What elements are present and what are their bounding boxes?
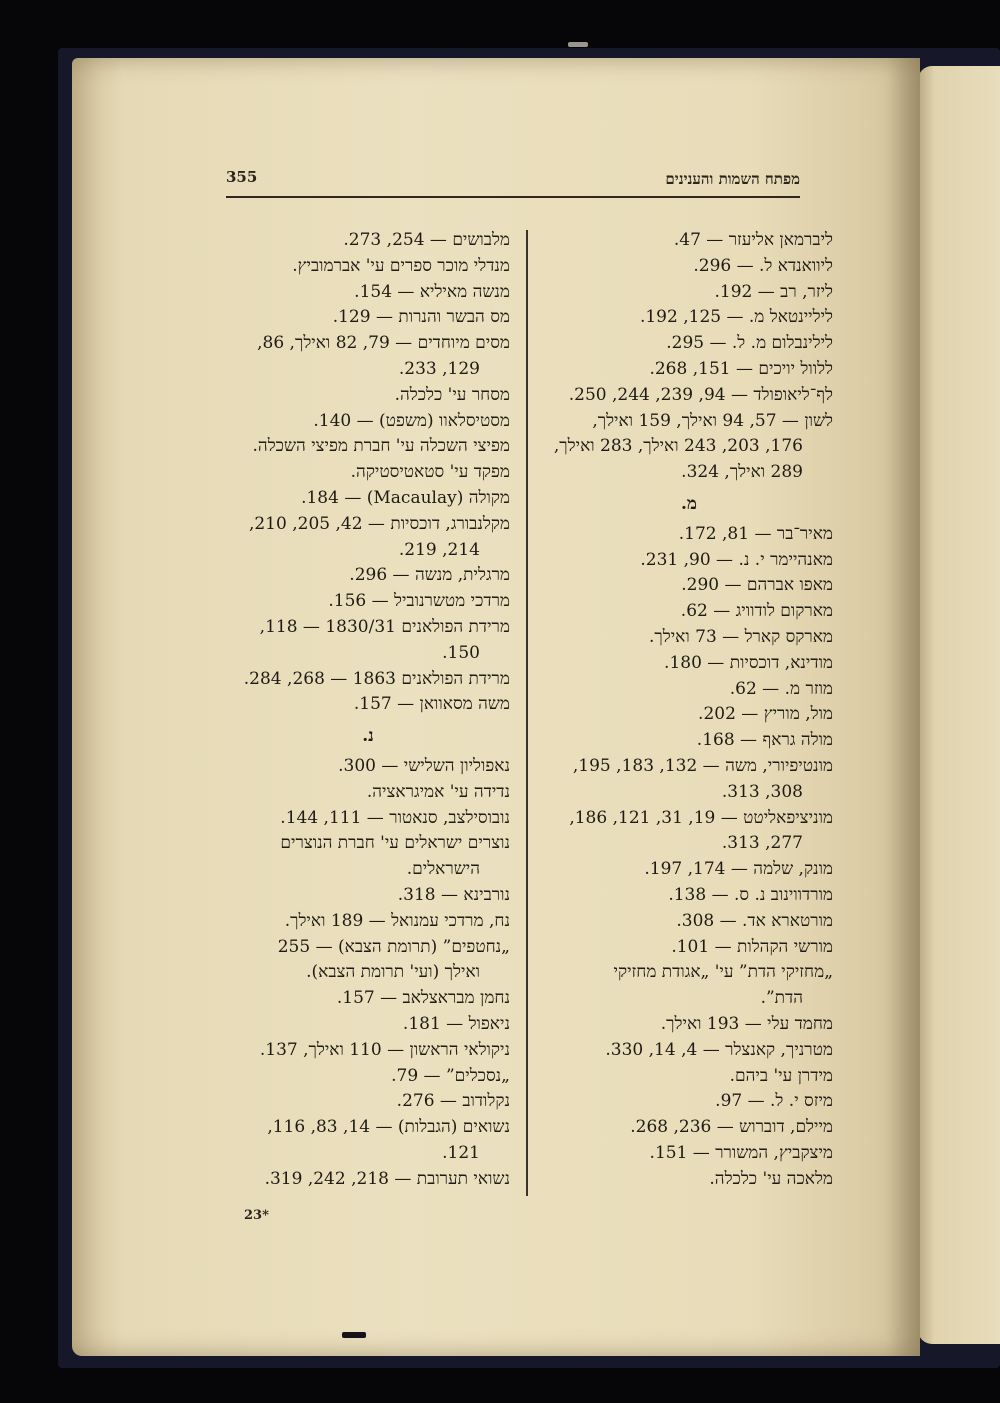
scan-artifact-top: [568, 42, 588, 47]
index-entry: מנשה מאיליא — 154.: [354, 281, 510, 302]
index-entry: מאפו אברהם — 290.: [681, 575, 833, 596]
index-entry: מוניציפאליטט — 19, 31, 121, 186,: [569, 807, 833, 828]
index-entry: נחמן מבראצלאב — 157.: [336, 988, 510, 1009]
index-entry: ניקולאי הראשון — 110 ואילך, 137.: [259, 1039, 510, 1060]
index-entry: ניאפול — 181.: [402, 1013, 510, 1034]
index-entry: מטרניך, קאנצלר — 4, 14, 330.: [605, 1039, 833, 1060]
index-entry: ליברמאן אליעזר — 47.: [673, 230, 833, 250]
index-entry: מס הבשר והנרות — 129.: [332, 307, 510, 328]
index-entry: מורטארא אד. — 308.: [676, 910, 833, 931]
index-entry-continuation: 214, 219.: [398, 539, 480, 560]
index-entry: ליוואנדא ל. — 296.: [693, 255, 833, 276]
index-entry: מודינא, דוכסיות — 180.: [664, 652, 833, 673]
page-number: 355: [226, 168, 258, 186]
index-entry: נדידה עי' אמיגראציה.: [366, 781, 510, 802]
index-column-left: [226, 228, 510, 1192]
index-entry: „נסכלים” — 79.: [391, 1065, 510, 1086]
index-entry: מרידת הפולאנים 1863 — 268, 284.: [243, 668, 510, 689]
index-entry: מארקס קארל — 73 ואילך.: [649, 626, 833, 647]
index-entry: מסטיסלאוו (משפט) — 140.: [313, 410, 510, 431]
index-entry: מרגלית, מנשה — 296.: [349, 565, 510, 586]
index-entry: מרדכי מטשרנוביל — 156.: [328, 591, 510, 612]
scan-artifact-bottom: [342, 1332, 366, 1338]
index-entry-continuation: 277, 313.: [721, 833, 803, 854]
index-entry: מסים מיוחדים — 79, 82 ואילך, 86,: [257, 333, 510, 354]
header-title: מפתח השמות והענינים: [665, 170, 800, 188]
index-entry: ליזר, רב — 192.: [714, 281, 833, 302]
index-entry: מונק, שלמה — 174, 197.: [644, 859, 833, 880]
index-entry: מוזר מ. — 62.: [729, 678, 833, 699]
running-header: [226, 168, 800, 196]
index-entry: מפקד עי' סטאטיסטיקה.: [350, 462, 510, 483]
index-entry: מונטיפיורי, משה — 132, 183, 195,: [572, 755, 833, 776]
index-entry: נשואים (הגבלות) — 14, 83, 116,: [267, 1117, 510, 1138]
index-entry: „מחזיקי הדת” עי' „אגודת מחזיקי: [613, 962, 833, 983]
index-entry: נאפוליון השלישי — 300.: [338, 755, 510, 776]
index-entry: ללוול יויכים — 151, 268.: [649, 358, 833, 379]
index-entry-continuation: 121.: [442, 1142, 480, 1163]
index-entry-continuation: 150.: [442, 642, 480, 663]
index-entry: „נחטפים” (תרומת הצבא) — 255: [277, 936, 510, 957]
signature-mark: 23*: [244, 1208, 269, 1223]
index-entry: מאיר־בר — 81, 172.: [678, 523, 833, 544]
index-entry: מורדווינוב נ. ס. — 138.: [668, 884, 833, 905]
index-entry-continuation: 289 ואילך, 324.: [681, 462, 803, 483]
index-entry: מורשי הקהלות — 101.: [671, 936, 833, 957]
index-entry: ליליינטאל מ. — 125, 192.: [639, 307, 833, 328]
letter-heading: נ.: [362, 726, 374, 747]
index-column-right: [545, 228, 833, 1192]
index-entry: מאנהיימר י. נ. — 90, 231.: [640, 549, 833, 570]
index-entry-continuation: 176, 203, 243 ואילך, 283 ואילך,: [553, 436, 803, 457]
index-entry: לילינבלום מ. ל. — 295.: [666, 333, 833, 354]
index-entry: מסחר עי' כלכלה.: [394, 384, 510, 405]
index-entry: מידרן עי' ביהם.: [729, 1065, 833, 1086]
index-entry: נקלודוב — 276.: [396, 1091, 510, 1112]
index-entry: מיילם, דוברוש — 236, 268.: [630, 1117, 833, 1138]
index-entry-continuation: 129, 233.: [398, 358, 480, 379]
index-entry: מולה גראף — 168.: [696, 730, 833, 751]
index-entry: מלאכה עי' כלכלה.: [709, 1168, 833, 1189]
index-entry: נורבינא — 318.: [397, 884, 510, 905]
index-entry: נובוסילצב, סנאטור — 111, 144.: [280, 807, 510, 828]
index-entry: משה מסאוואן — 157.: [353, 694, 510, 715]
index-entry: מקולה (Macaulay) — 184.: [301, 487, 510, 508]
index-entry: לשון — 57, 94 ואילך, 159 ואילך,: [592, 410, 833, 431]
index-entry: מלבושים — 254, 273.: [343, 230, 510, 250]
index-entry: מרידת הפולאנים 1830/31 — 118,: [259, 616, 510, 637]
header-rule: [226, 196, 800, 198]
column-divider: [526, 230, 528, 1196]
index-entry-continuation: 308, 313.: [721, 781, 803, 802]
index-entry: מול, מוריץ — 202.: [698, 704, 833, 725]
index-entry: מיזס י. ל. — 97.: [715, 1091, 833, 1112]
index-entry: מקלנבורג, דוכסיות — 42, 205, 210,: [248, 513, 510, 534]
index-entry: מנדלי מוכר ספרים עי' אברמוביץ.: [292, 255, 510, 276]
index-entry-continuation: ואילך (ועי' תרומת הצבא).: [306, 962, 480, 983]
index-entry: נח, מרדכי עמנואל — 189 ואילך.: [284, 910, 510, 931]
index-entry: מחמד עלי — 193 ואילך.: [660, 1013, 833, 1034]
index-entry: מארקום לודוויג — 62.: [680, 601, 833, 622]
index-entry-continuation: הישראלים.: [406, 859, 480, 880]
index-entry: נשואי תערובת — 218, 242, 319.: [264, 1168, 510, 1189]
index-entry: נוצרים ישראלים עי' חברת הנוצרים: [280, 833, 510, 854]
index-entry: מפיצי השכלה עי' חברת מפיצי השכלה.: [252, 436, 510, 457]
index-entry: לף־ליאופולד — 94, 239, 244, 250.: [568, 384, 833, 405]
facing-page-edge: [918, 66, 1000, 1344]
index-entry-continuation: הדת”.: [760, 988, 803, 1009]
letter-heading: מ.: [681, 493, 697, 514]
index-entry: מיצקביץ, המשורר — 151.: [649, 1142, 833, 1163]
